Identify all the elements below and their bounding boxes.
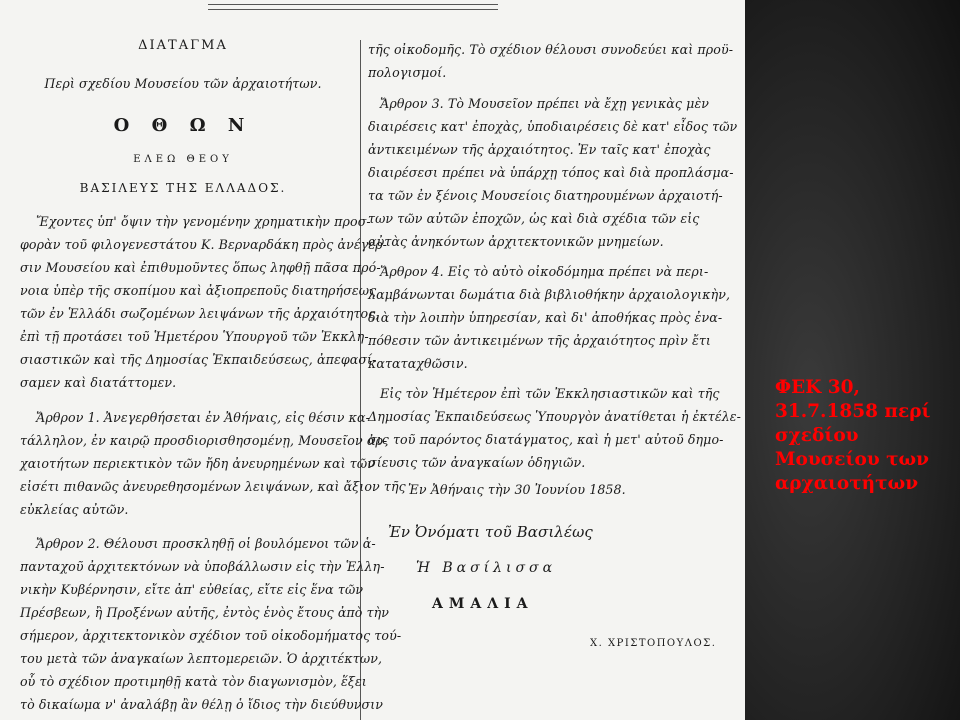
article-2-line: τὸ δικαίωμα ν' ἀναλάβῃ ἂν θέλῃ ὁ ἴδιος τὴν διεύθυνσιν xyxy=(20,697,384,712)
continuation-line: πολογισμοί. xyxy=(368,65,447,80)
article-2-line: Ἄρθρον 2. Θέλουσι προσκληθῇ οἱ βουλόμενοι τῶν ἁ- xyxy=(36,536,376,551)
article-1-line: χαιοτήτων περιεκτικὸν τῶν ἤδη ἀνευρημένων καὶ τῶν xyxy=(20,456,375,471)
preamble-line: νοια ὑπὲρ τῆς σκοπίμου καὶ ἀξιοπρεποῦς διατηρήσεως xyxy=(20,283,377,298)
preamble-line: φορὰν τοῦ φιλογενεστάτου Κ. Βερναρδάκη πρὸς ἀνέγερ- xyxy=(20,237,388,252)
preamble-line: σαμεν καὶ διατάττομεν. xyxy=(20,375,177,390)
king-name: Ο Θ Ω Ν xyxy=(113,115,253,136)
article-2-line: Πρέσβεων, ἢ Προξένων αὐτῆς, ἐντὸς ἑνὸς ἔτους ἀπὸ τὴν xyxy=(20,605,390,620)
continuation-line: τῆς οἰκοδομῆς. Τὸ σχέδιον θέλουσι συνοδεύει καὶ προϋ- xyxy=(368,42,734,57)
article-1-line: εἰσέτι πιθανῶς ἀνευρεθησομένων λειψάνων, καὶ ἄξιον τῆς xyxy=(20,479,406,494)
closing-line: Δημοσίας Ἐκπαιδεύσεως Ὑπουργὸν ἀνατίθεται ἡ ἐκτέλε- xyxy=(368,409,742,424)
preamble-line: τῶν ἐν Ἑλλάδι σωζομένων λειψάνων τῆς ἀρχαιότητος, xyxy=(20,306,380,321)
preamble-line: σιαστικῶν καὶ τῆς Δημοσίας Ἐκπαιδεύσεως, ἀπεφασί- xyxy=(20,352,377,367)
article-3-line: τα τῶν ἐν ξένοις Μουσείοις διατηρουμένων ἀρχαιοτή- xyxy=(368,188,723,203)
decree-date: Ἐν Ἀθήναις τὴν 30 Ἰουνίου 1858. xyxy=(408,482,626,497)
preamble-line: ἐπὶ τῇ προτάσει τοῦ Ἡμετέρου Ὑπουργοῦ τῶν Ἐκκλη- xyxy=(20,329,369,344)
article-2-line: νικὴν Κυβέρνησιν, εἴτε ἀπ' εὐθείας, εἴτε εἰς ἕνα τῶν xyxy=(20,582,364,597)
signature-role: Ἡ Βασίλισσα xyxy=(416,560,557,576)
article-2-line: οὗ τὸ σχέδιον προτιμηθῇ κατὰ τὸν διαγωνισμὸν, ἕξει xyxy=(20,674,367,689)
article-2-line: πανταχοῦ ἀρχιτεκτόνων νὰ ὑποβάλλωσιν εἰς τὴν Ἑλλη- xyxy=(20,559,385,574)
article-2-line: του μετὰ τῶν ἀναγκαίων λεπτομερειῶν. Ὁ ἀρχιτέκτων, xyxy=(20,651,383,666)
preamble-line: σιν Μουσείου καὶ ἐπιθυμοῦντες ὅπως ληφθῇ πᾶσα πρό- xyxy=(20,260,381,275)
article-1-line: Ἄρθρον 1. Ἀνεγερθήσεται ἐν Ἀθήναις, εἰς θέσιν κα- xyxy=(36,410,370,425)
article-4-line: Ἄρθρον 4. Εἰς τὸ αὐτὸ οἰκοδόμημα πρέπει νὰ περι- xyxy=(380,264,709,279)
side-panel xyxy=(745,0,960,720)
by-grace-of-god: ΕΛΕΩ ΘΕΟΥ xyxy=(133,154,233,165)
top-double-rule xyxy=(208,4,498,10)
signature-name: ΑΜΑΛΙΑ xyxy=(432,596,534,612)
article-3-line: διαιρέσεις κατ' ἐποχὰς, ὑποδιαιρέσεις δὲ κατ' εἶδος τῶν xyxy=(368,119,738,134)
countersignature: Χ. ΧΡΙΣΤΟΠΟΥΛΟΣ. xyxy=(590,638,717,649)
signature-formula: Ἐν Ὀνόματι τοῦ Βασιλέως xyxy=(388,523,593,541)
king-title: ΒΑΣΙΛΕΥΣ ΤΗΣ ΕΛΛΑΔΟΣ. xyxy=(79,181,287,195)
closing-line: σίευσις τῶν ἀναγκαίων ὁδηγιῶν. xyxy=(368,455,586,470)
article-3-line: Ἄρθρον 3. Τὸ Μουσεῖον πρέπει νὰ ἔχῃ γενικὰς μὲν xyxy=(380,96,710,111)
article-3-line: των τῶν αὐτῶν ἐποχῶν, ὡς καὶ διὰ σχέδια τῶν εἰς xyxy=(368,211,700,226)
article-3-line: διαιρέσεσι πρέπει νὰ ὑπάρχῃ τόπος καὶ διὰ προπλάσμα- xyxy=(368,165,734,180)
article-1-line: τάλληλον, ἐν καιρῷ προσδιορισθησομένῃ, Μουσεῖον ἀρ- xyxy=(20,433,388,448)
closing-line: σις τοῦ παρόντος διατάγματος, καὶ ἡ μετ' αὐτοῦ δημο- xyxy=(368,432,724,447)
article-1-line: εὐκλείας αὐτῶν. xyxy=(20,502,129,517)
decree-subtitle: Περὶ σχεδίου Μουσείου τῶν ἀρχαιοτήτων. xyxy=(44,76,322,91)
article-2-line: σήμερον, ἀρχιτεκτονικὸν σχέδιον τοῦ οἰκοδομήματος τού- xyxy=(20,628,402,643)
article-4-line: καταταχθῶσιν. xyxy=(368,356,468,371)
article-3-line: ἀντικειμένων τῆς ἀρχαιότητος. Ἐν ταῖς κατ' ἐποχὰς xyxy=(368,142,711,157)
article-4-line: διὰ τὴν λοιπὴν ὑπηρεσίαν, καὶ δι' ἀποθήκας πρὸς ἐνα- xyxy=(368,310,723,325)
article-4-line: λαμβάνωνται δωμάτια διὰ βιβλιοθήκην ἀρχαιολογικὴν, xyxy=(368,287,731,302)
slide-caption: ΦΕΚ 30, 31.7.1858 περί σχεδίου Μουσείου των αρχαιοτήτων xyxy=(775,377,931,494)
preamble-line: Ἔχοντες ὑπ' ὄψιν τὴν γενομένην χρηματικὴν προσ- xyxy=(36,214,371,229)
decree-title: ΔΙΑΤΑΓΜΑ xyxy=(138,38,228,53)
article-3-line: αὐτὰς ἀνηκόντων ἀρχιτεκτονικῶν μνημείων. xyxy=(368,234,664,249)
article-4-line: πόθεσιν τῶν ἀντικειμένων τῆς ἀρχαιότητος πρὶν ἔτι xyxy=(368,333,711,348)
closing-line: Εἰς τὸν Ἡμέτερον ἐπὶ τῶν Ἐκκλησιαστικῶν καὶ τῆς xyxy=(380,386,720,401)
